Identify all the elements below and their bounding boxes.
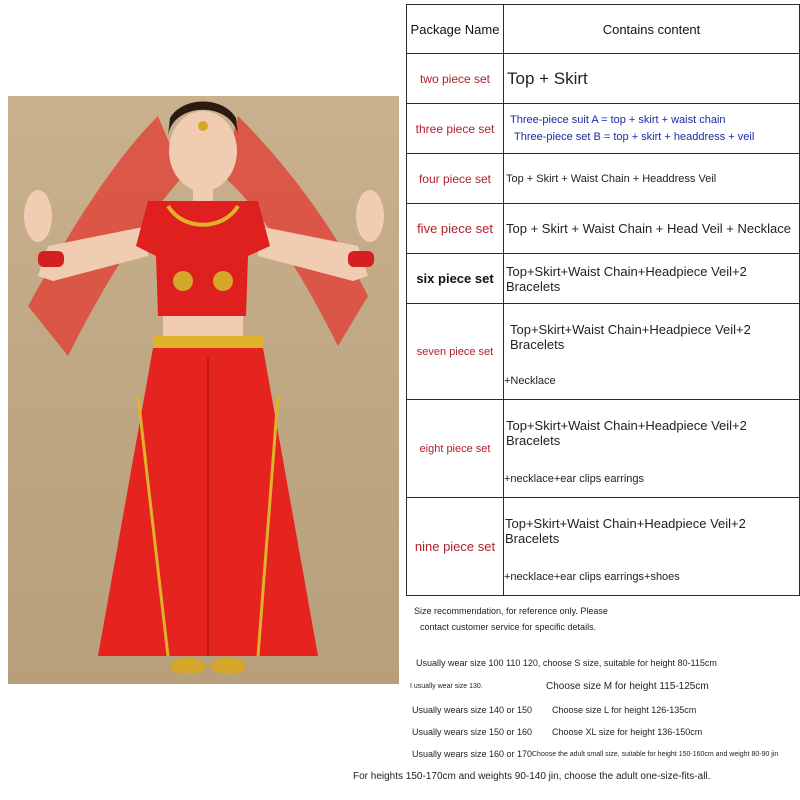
package-name: eight piece set [407,400,504,498]
package-content-line1: Top+Skirt+Waist Chain+Headpiece Veil+2 Bracelets [506,418,747,448]
package-name: five piece set [407,204,504,254]
package-content [504,304,800,400]
size-adult-left: Usually wears size 160 or 170 [412,749,533,759]
size-xl-left: Usually wears size 150 or 160 [412,727,533,737]
header-contents: Contains content [504,5,800,54]
variant-b: Three-piece set B = top + skirt + headdress + veil [514,131,755,143]
package-name: two piece set [407,54,504,104]
package-name: six piece set [407,254,504,304]
size-m-left: I usually wear size 130. [410,683,483,690]
package-name: four piece set [407,154,504,204]
table-row [407,254,800,304]
size-recommendations [0,600,800,800]
table-row [407,54,800,104]
package-content-line1: Top+Skirt+Waist Chain+Headpiece Veil+2 Bracelets [510,322,751,352]
package-content: Top + Skirt + Waist Chain + Head Veil + Necklace [504,204,800,254]
package-content: Top+Skirt+Waist Chain+Headpiece Veil+2 Bracelets [504,254,800,304]
package-content-line2: +Necklace [504,375,556,387]
size-intro-line2: contact customer service for specific details. [420,622,597,632]
size-intro-line1: Size recommendation, for reference only. Please [414,606,608,616]
size-l-left: Usually wears size 140 or 150 [412,705,533,715]
size-l-right: Choose size L for height 126-135cm [552,705,697,715]
size-s-line: Usually wear size 100 110 120, choose S size, suitable for height 80-115cm [416,658,717,668]
table-row [407,304,800,400]
size-xl-right: Choose XL size for height 136-150cm [552,727,703,737]
table-row [407,400,800,498]
package-content [504,400,800,498]
package-name: nine piece set [407,498,504,596]
package-content: Top + Skirt + Waist Chain + Headdress Veil [504,154,800,204]
package-table [406,4,800,596]
package-content: Top + Skirt [504,54,800,104]
package-content-line2: +necklace+ear clips earrings [504,473,645,485]
package-content-line1: Top+Skirt+Waist Chain+Headpiece Veil+2 Bracelets [505,516,746,546]
package-name: seven piece set [407,304,504,400]
table-row [407,154,800,204]
variant-a: Three-piece suit A = top + skirt + waist chain [510,114,726,126]
size-adult-right: Choose the adult small size, suitable for height 150-160cm and weight 80-90 jin [532,751,779,758]
table-row [407,204,800,254]
costume-illustration [8,96,399,684]
table-row [407,104,800,154]
header-package-name: Package Name [407,5,504,54]
product-photo [8,96,399,684]
package-content-line2: +necklace+ear clips earrings+shoes [504,571,680,583]
size-m-right: Choose size M for height 115-125cm [546,681,709,692]
package-name: three piece set [407,104,504,154]
package-content [504,104,800,154]
table-row [407,498,800,596]
size-final-line: For heights 150-170cm and weights 90-140 jin, choose the adult one-size-fits-all. [353,771,711,782]
package-content [504,498,800,596]
